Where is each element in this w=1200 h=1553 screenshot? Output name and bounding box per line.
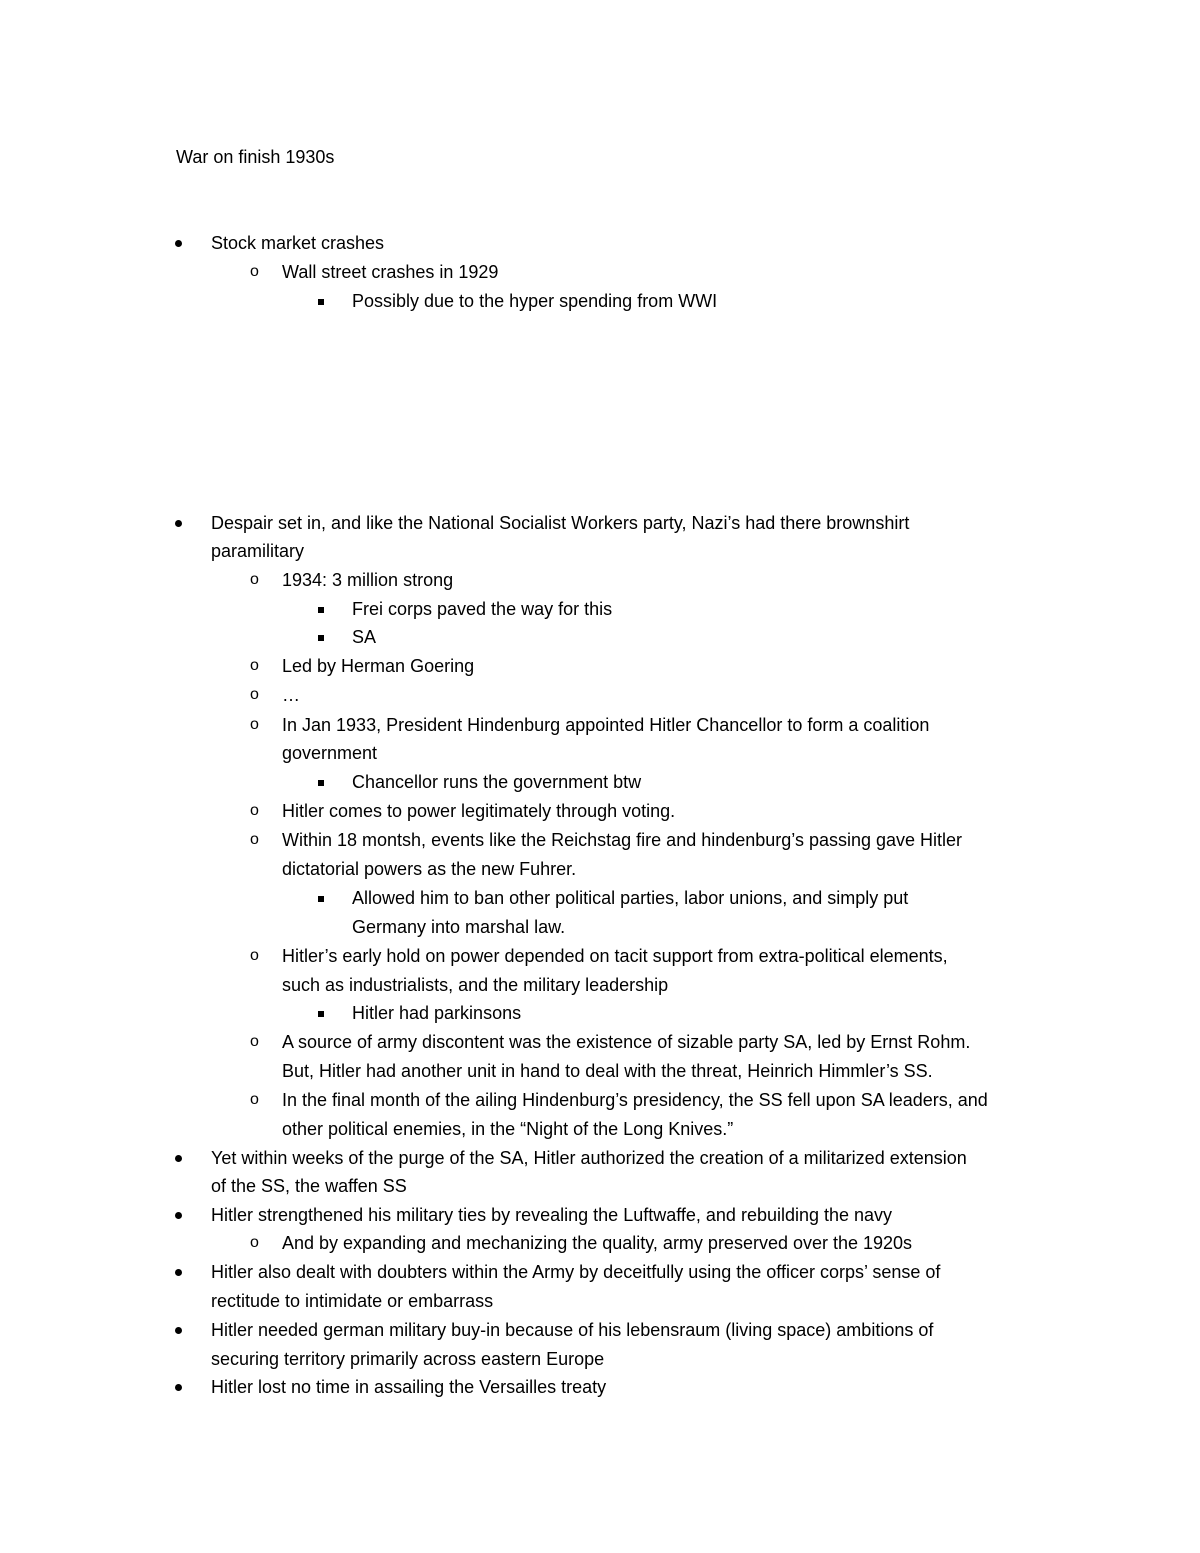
- bullet-square-icon: [318, 896, 324, 902]
- outline-line-text: Hitler needed german military buy-in because of his lebensraum (living space) ambitions of: [211, 1320, 934, 1340]
- bullet-square-icon: [318, 635, 324, 641]
- outline-line-text: Hitler’s early hold on power depended on tacit support from extra-political elements,: [282, 946, 948, 966]
- outline-line-text: Frei corps paved the way for this: [352, 599, 613, 619]
- outline-line-text: rectitude to intimidate or embarrass: [211, 1291, 494, 1311]
- bullet-circle-icon: o: [250, 1091, 259, 1108]
- outline-line-text: Hitler comes to power legitimately through voting.: [282, 801, 676, 821]
- outline-line-text: other political enemies, in the “Night of the Long Knives.”: [282, 1119, 734, 1139]
- bullet-square-icon: [318, 1011, 324, 1017]
- outline-line-text: 1934: 3 million strong: [282, 570, 454, 590]
- outline-line-text: Yet within weeks of the purge of the SA, Hitler authorized the creation of a militarized extension: [211, 1148, 967, 1168]
- outline-line-text: such as industrialists, and the military leadership: [282, 975, 669, 995]
- outline-line-text: In the final month of the ailing Hindenburg’s presidency, the SS fell upon SA leaders, and: [282, 1090, 988, 1110]
- bullet-circle-icon: o: [250, 657, 259, 674]
- document-title: War on finish 1930s: [176, 147, 335, 167]
- bullet-disc-icon: [175, 240, 182, 247]
- outline-line-text: of the SS, the waffen SS: [211, 1176, 407, 1196]
- outline-line-text: dictatorial powers as the new Fuhrer.: [282, 859, 577, 879]
- outline-line-text: Wall street crashes in 1929: [282, 262, 499, 282]
- outline-line-text: Possibly due to the hyper spending from WWI: [352, 291, 718, 311]
- outline-line-text: Hitler lost no time in assailing the Versailles treaty: [211, 1377, 607, 1397]
- bullet-circle-icon: o: [250, 831, 259, 848]
- outline-line-text: …: [282, 685, 300, 705]
- outline-line-text: SA: [352, 627, 377, 647]
- bullet-circle-icon: o: [250, 802, 259, 819]
- outline-line-text: securing territory primarily across eastern Europe: [211, 1349, 605, 1369]
- bullet-circle-icon: o: [250, 686, 259, 703]
- bullet-circle-icon: o: [250, 263, 259, 280]
- bullet-circle-icon: o: [250, 1234, 259, 1251]
- bullet-square-icon: [318, 780, 324, 786]
- outline-line-text: A source of army discontent was the existence of sizable party SA, led by Ernst Rohm.: [282, 1032, 971, 1052]
- outline-line-text: Within 18 montsh, events like the Reichstag fire and hindenburg’s passing gave Hitler: [282, 830, 963, 850]
- bullet-disc-icon: [175, 1384, 182, 1391]
- outline-line-text: Stock market crashes: [211, 233, 385, 253]
- bullet-disc-icon: [175, 1212, 182, 1219]
- outline-line-text: And by expanding and mechanizing the quality, army preserved over the 1920s: [282, 1233, 913, 1253]
- outline-line-text: Led by Herman Goering: [282, 656, 475, 676]
- bullet-circle-icon: o: [250, 571, 259, 588]
- bullet-disc-icon: [175, 1155, 182, 1162]
- outline-line-text: Allowed him to ban other political parties, labor unions, and simply put: [352, 888, 909, 908]
- bullet-square-icon: [318, 607, 324, 613]
- outline-line-text: Hitler strengthened his military ties by revealing the Luftwaffe, and rebuilding the navy: [211, 1205, 893, 1225]
- outline-line-text: Germany into marshal law.: [352, 917, 566, 937]
- outline-line-text: government: [282, 743, 378, 763]
- outline-line-text: Despair set in, and like the National Socialist Workers party, Nazi’s had there brownshirt: [211, 513, 910, 533]
- outline-line-text: In Jan 1933, President Hindenburg appointed Hitler Chancellor to form a coalition: [282, 715, 930, 735]
- outline-line-text: paramilitary: [211, 541, 305, 561]
- bullet-disc-icon: [175, 1327, 182, 1334]
- bullet-square-icon: [318, 299, 324, 305]
- bullet-disc-icon: [175, 1269, 182, 1276]
- bullet-disc-icon: [175, 520, 182, 527]
- outline-line-text: Chancellor runs the government btw: [352, 772, 642, 792]
- outline-line-text: Hitler had parkinsons: [352, 1003, 522, 1023]
- bullet-circle-icon: o: [250, 1033, 259, 1050]
- outline-line-text: But, Hitler had another unit in hand to deal with the threat, Heinrich Himmler’s SS.: [282, 1061, 933, 1081]
- outline-line-text: Hitler also dealt with doubters within the Army by deceitfully using the officer corps’ sense of: [211, 1262, 941, 1282]
- bullet-circle-icon: o: [250, 716, 259, 733]
- bullet-circle-icon: o: [250, 947, 259, 964]
